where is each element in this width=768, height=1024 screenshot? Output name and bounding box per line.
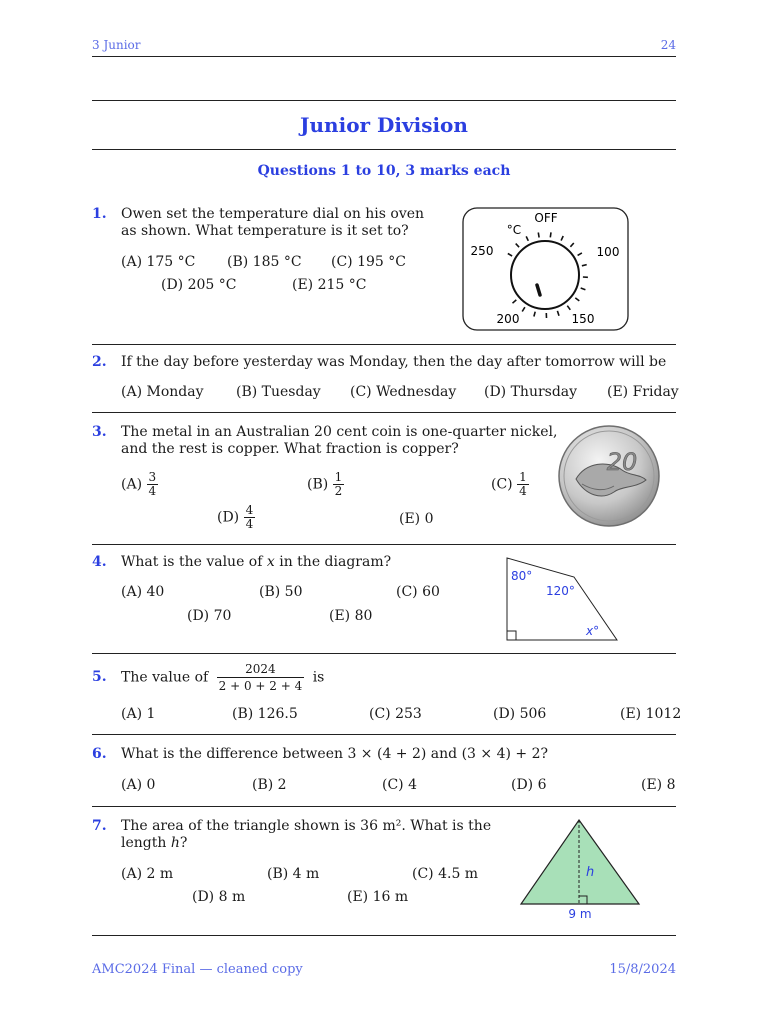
option-a[interactable]: (A) 2 m bbox=[121, 866, 174, 882]
dial-label-200: 200 bbox=[496, 312, 520, 326]
question-text-line: The metal in an Australian 20 cent coin is one-quarter nickel, bbox=[121, 424, 558, 440]
question-divider bbox=[92, 412, 676, 413]
option-d[interactable]: (D) 70 bbox=[187, 608, 232, 624]
option-d[interactable]: (D) 205 °C bbox=[161, 277, 237, 293]
option-a[interactable]: (A) 175 °C bbox=[121, 254, 196, 270]
option-b[interactable]: (B) 126.5 bbox=[232, 706, 298, 722]
option-b[interactable]: (B) 4 m bbox=[267, 866, 320, 882]
option-c[interactable] bbox=[491, 471, 529, 498]
variable-h: h bbox=[170, 835, 180, 851]
dial-knob bbox=[511, 241, 579, 309]
option-letter: (D) bbox=[217, 509, 240, 526]
question-text-part: in the diagram? bbox=[274, 554, 392, 570]
option-e[interactable]: (E) Friday bbox=[607, 384, 679, 400]
footer-rule bbox=[92, 935, 676, 936]
denominator: 2 + 0 + 2 + 4 bbox=[218, 679, 303, 693]
option-a[interactable] bbox=[121, 471, 158, 498]
dial-tick bbox=[550, 232, 551, 237]
angle-120-label: 120° bbox=[546, 584, 575, 598]
fraction bbox=[244, 504, 256, 531]
question-divider bbox=[92, 734, 676, 735]
question-divider bbox=[92, 653, 676, 654]
option-e[interactable]: (E) 16 m bbox=[347, 889, 409, 905]
dial-label-100: 100 bbox=[596, 245, 620, 259]
denominator: 4 bbox=[245, 517, 254, 531]
question-number: 7. bbox=[92, 818, 107, 834]
page-title: Junior Division bbox=[300, 113, 468, 137]
option-b[interactable]: (B) 2 bbox=[252, 777, 287, 793]
question-text bbox=[121, 424, 557, 458]
angle-x-label: x° bbox=[586, 624, 600, 638]
question-text-line: The area of the triangle shown is 36 m². What is the bbox=[121, 818, 492, 834]
angle-80-label: 80° bbox=[511, 569, 533, 583]
option-b[interactable]: (B) Tuesday bbox=[236, 384, 321, 400]
option-d[interactable]: (D) 6 bbox=[511, 777, 547, 793]
footer-date: 15/8/2024 bbox=[609, 962, 676, 977]
option-d[interactable]: (D) Thursday bbox=[484, 384, 578, 400]
question-number: 6. bbox=[92, 746, 107, 762]
question-text-line bbox=[121, 835, 491, 852]
denominator: 4 bbox=[148, 484, 157, 498]
option-e[interactable]: (E) 215 °C bbox=[292, 277, 367, 293]
question-divider bbox=[92, 544, 676, 545]
page-number: 24 bbox=[660, 38, 676, 52]
option-c[interactable]: (C) 4 bbox=[382, 777, 417, 793]
question-text bbox=[121, 554, 391, 571]
option-a[interactable]: (A) 0 bbox=[121, 777, 156, 793]
question-text-line: Owen set the temperature dial on his oven bbox=[121, 206, 425, 222]
footer-left: AMC2024 Final — cleaned copy bbox=[92, 962, 303, 977]
question-text-part: What is the value of bbox=[121, 554, 267, 570]
dial-unit-label: °C bbox=[506, 223, 522, 237]
question-number: 2. bbox=[92, 354, 107, 370]
question-text bbox=[121, 818, 491, 852]
triangle-figure bbox=[514, 814, 646, 924]
option-a[interactable]: (A) 1 bbox=[121, 706, 156, 722]
numerator: 4 bbox=[245, 503, 254, 517]
option-b[interactable]: (B) 50 bbox=[259, 584, 303, 600]
option-a[interactable]: (A) Monday bbox=[121, 384, 204, 400]
dial-tick bbox=[538, 233, 539, 238]
title-rule-bottom bbox=[92, 149, 676, 150]
oven-dial-figure bbox=[462, 207, 630, 333]
denominator: 4 bbox=[519, 484, 527, 498]
question-divider bbox=[92, 344, 676, 345]
option-letter: (C) bbox=[491, 476, 513, 493]
coin-value-label: 20 bbox=[606, 448, 638, 476]
question-text: If the day before yesterday was Monday, then the day after tomorrow will be bbox=[121, 354, 667, 370]
fraction bbox=[517, 471, 529, 498]
section-subtitle: Questions 1 to 10, 3 marks each bbox=[257, 163, 511, 179]
option-e[interactable]: (E) 80 bbox=[329, 608, 373, 624]
question-text-line: and the rest is copper. What fraction is copper? bbox=[121, 441, 459, 457]
question-text-part: length bbox=[121, 835, 171, 851]
numerator: 2024 bbox=[217, 661, 305, 678]
option-a[interactable]: (A) 40 bbox=[121, 584, 165, 600]
option-e[interactable]: (E) 8 bbox=[641, 777, 676, 793]
option-d[interactable]: (D) 506 bbox=[493, 706, 547, 722]
option-letter: (B) bbox=[307, 476, 329, 493]
base-label: 9 m bbox=[568, 907, 592, 921]
right-angle-marker bbox=[507, 631, 516, 640]
question-text-part: is bbox=[312, 669, 325, 686]
option-c[interactable]: (C) 60 bbox=[396, 584, 440, 600]
option-e[interactable]: (E) 1012 bbox=[620, 706, 682, 722]
question-text: What is the difference between 3 × (4 + 2) and (3 × 4) + 2? bbox=[121, 746, 548, 762]
question-divider bbox=[92, 806, 676, 807]
title-rule-top bbox=[92, 100, 676, 101]
option-letter: (A) bbox=[121, 476, 143, 493]
fraction bbox=[217, 661, 305, 694]
quadrilateral-figure bbox=[500, 552, 624, 646]
option-c[interactable]: (C) 195 °C bbox=[331, 254, 406, 270]
fraction bbox=[333, 471, 345, 498]
option-d[interactable]: (D) 8 m bbox=[192, 889, 246, 905]
question-number: 1. bbox=[92, 206, 107, 222]
numerator: 1 bbox=[334, 470, 343, 484]
question-text bbox=[121, 206, 424, 240]
option-d[interactable] bbox=[217, 504, 255, 531]
option-b[interactable]: (B) 185 °C bbox=[227, 254, 302, 270]
option-e[interactable]: (E) 0 bbox=[399, 511, 434, 527]
variable-x: x bbox=[266, 554, 275, 570]
header-rule bbox=[92, 56, 676, 57]
dial-label-250: 250 bbox=[470, 244, 494, 258]
fraction bbox=[147, 471, 159, 498]
question-text bbox=[121, 661, 324, 694]
height-label: h bbox=[586, 865, 595, 880]
triangle-shape bbox=[521, 820, 639, 904]
question-text-part: ? bbox=[179, 835, 188, 851]
running-header-left: 3 Junior bbox=[92, 38, 141, 52]
denominator: 2 bbox=[334, 484, 343, 498]
question-text-line: as shown. What temperature is it set to? bbox=[121, 223, 409, 239]
question-number: 3. bbox=[92, 424, 107, 440]
question-text-part: The value of bbox=[121, 669, 209, 686]
numerator: 1 bbox=[519, 470, 527, 484]
option-c[interactable]: (C) 4.5 m bbox=[412, 866, 479, 882]
option-c[interactable]: (C) Wednesday bbox=[350, 384, 457, 400]
option-b[interactable] bbox=[307, 471, 344, 498]
question-number: 4. bbox=[92, 554, 107, 570]
dial-label-150: 150 bbox=[571, 312, 595, 326]
numerator: 3 bbox=[148, 470, 157, 484]
coin-figure bbox=[556, 424, 662, 528]
option-c[interactable]: (C) 253 bbox=[369, 706, 422, 722]
dial-off-label: OFF bbox=[534, 211, 558, 225]
question-number: 5. bbox=[92, 669, 107, 685]
